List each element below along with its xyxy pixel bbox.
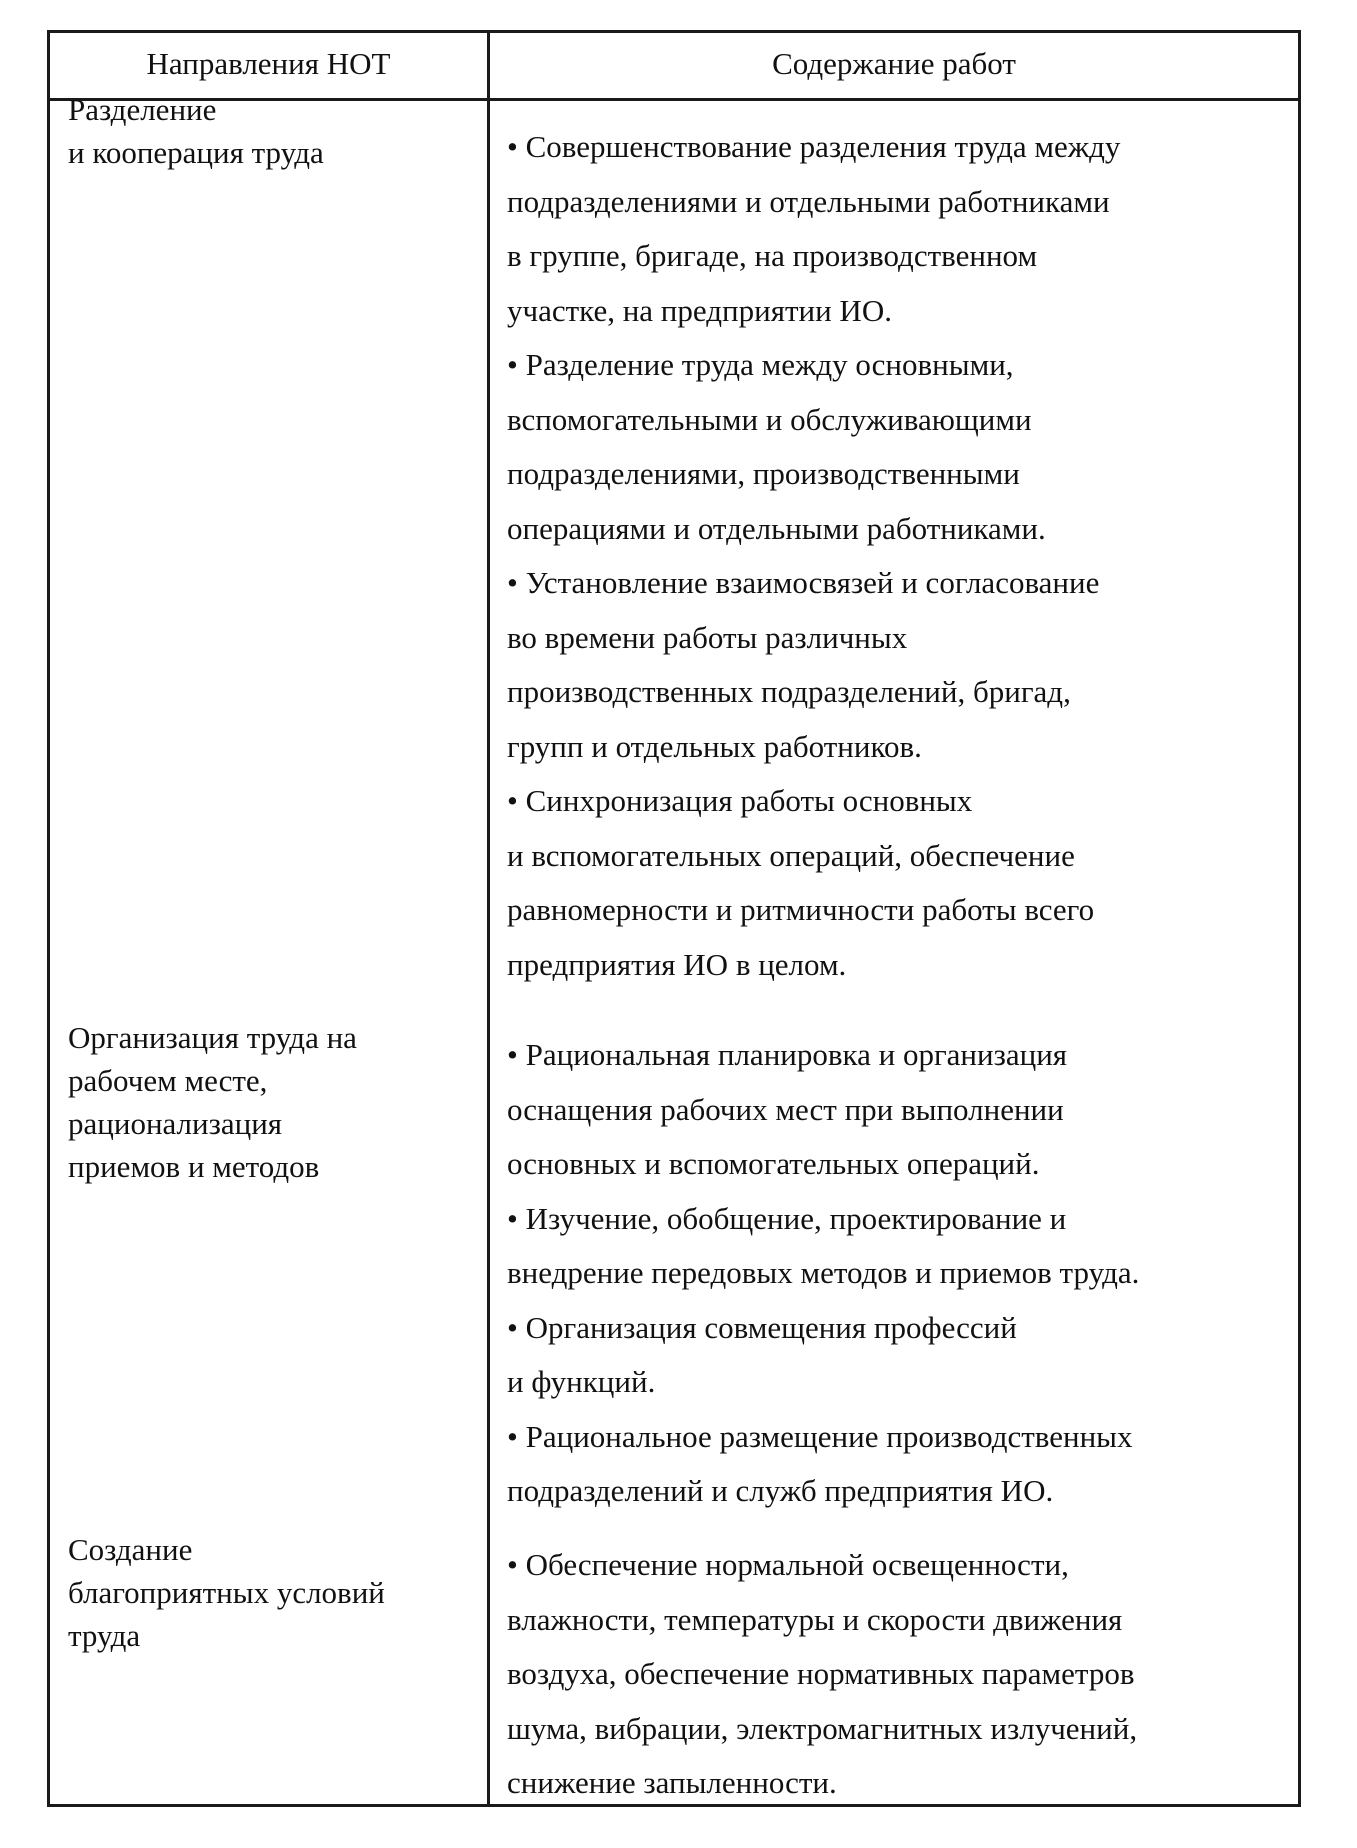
row-2-content-line: • Рациональная планировка и организация xyxy=(507,1037,1068,1072)
row-1-content-line: • Совершенствование разделения труда между xyxy=(507,129,1121,164)
header-directions: Направления НОТ xyxy=(146,46,391,81)
row-2-direction-line: рабочем месте, xyxy=(68,1063,268,1098)
header-content: Содержание работ xyxy=(772,46,1016,81)
row-2-content-line: • Изучение, обобщение, проектирование и xyxy=(507,1200,1067,1236)
row-2-content xyxy=(507,1028,1287,1519)
row-1-content-line: участке, на предприятии ИО. xyxy=(507,292,892,328)
row-2-direction-line: Организация труда на xyxy=(68,1020,357,1055)
row-1-content-line: равномерности и ритмичности работы всего xyxy=(507,892,1095,927)
row-1-direction-line: Разделение xyxy=(68,92,217,127)
row-1-content-line: • Синхронизация работы основных xyxy=(507,783,973,818)
row-1-content-line: предприятия ИО в целом. xyxy=(507,946,847,982)
row-3-content-line: шума, вибрации, электромагнитных излучений, xyxy=(507,1710,1138,1746)
row-2-content-line: • Рациональное размещение производственных xyxy=(507,1418,1133,1454)
row-2-content-line: и функций. xyxy=(507,1364,656,1399)
row-1-content-line: в группе, бригаде, на производственном xyxy=(507,238,1038,273)
row-2-direction-line: рационализация xyxy=(68,1106,283,1141)
row-3-content xyxy=(507,1538,1287,1811)
row-1-content-line: производственных подразделений, бригад, xyxy=(507,674,1071,709)
row-1-content-line: операциями и отдельными работниками. xyxy=(507,510,1046,546)
row-2-direction xyxy=(68,1016,478,1188)
row-3-direction-line: Создание xyxy=(68,1532,193,1567)
row-1-direction xyxy=(68,88,478,174)
row-2-content-line: • Организация совмещения профессий xyxy=(507,1309,1017,1345)
row-3-content-line: влажности, температуры и скорости движения xyxy=(507,1601,1123,1637)
row-1-content-line: подразделениями и отдельными работниками xyxy=(507,183,1110,219)
row-2-content-line: внедрение передовых методов и приемов труда. xyxy=(507,1255,1140,1290)
row-1-content-line: подразделениями, производственными xyxy=(507,456,1020,491)
row-2-content-line: подразделений и служб предприятия ИО. xyxy=(507,1473,1054,1508)
row-1-content-line: во времени работы различных xyxy=(507,619,908,655)
row-1-content-line: вспомогательными и обслуживающими xyxy=(507,401,1032,437)
row-1-content xyxy=(507,120,1287,992)
row-2-direction-line: приемов и методов xyxy=(68,1149,320,1184)
row-3-content-line: воздуха, обеспечение нормативных параметров xyxy=(507,1656,1135,1691)
row-3-content-line: снижение запыленности. xyxy=(507,1765,837,1800)
row-1-content-line: • Установление взаимосвязей и согласование xyxy=(507,565,1100,600)
row-2-content-line: оснащения рабочих мест при выполнении xyxy=(507,1091,1064,1127)
row-3-direction-line: труда xyxy=(68,1618,141,1653)
row-1-content-line: групп и отдельных работников. xyxy=(507,728,922,764)
row-3-direction-line: благоприятных условий xyxy=(68,1575,385,1610)
row-3-content-line: • Обеспечение нормальной освещенности, xyxy=(507,1547,1069,1582)
row-3-direction xyxy=(68,1528,478,1657)
row-1-direction-line: и кооперация труда xyxy=(68,135,324,170)
column-divider xyxy=(487,30,490,1807)
row-1-content-line: и вспомогательных операций, обеспечение xyxy=(507,837,1075,873)
row-2-content-line: основных и вспомогательных операций. xyxy=(507,1146,1040,1181)
row-1-content-line: • Разделение труда между основными, xyxy=(507,347,1014,382)
